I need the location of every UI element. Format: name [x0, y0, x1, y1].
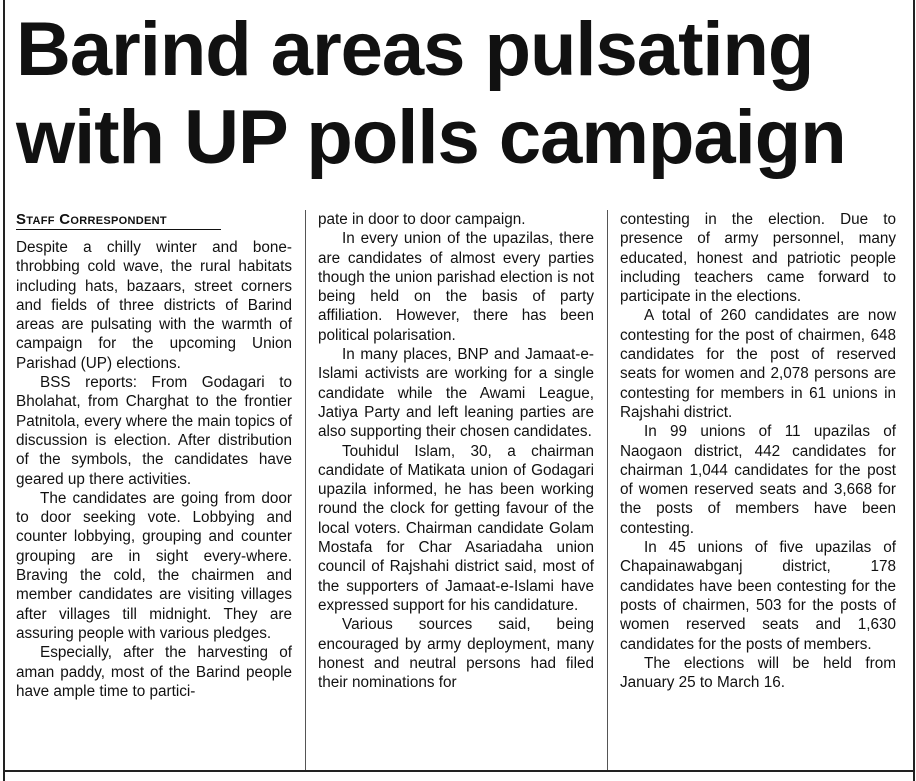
article-column-2 [318, 210, 594, 692]
article-column-3 [620, 210, 896, 692]
right-border-rule [913, 0, 915, 781]
paragraph: Touhidul Islam, 30, a chairman candidate of Matikata union of Godagari upazila informed, he has been working round the clock for getting favour of the local voters. Chairman candidate Golam Mostafa for Char Asariadaha union council of Rajshahi district said, most of the supporters of Jamaat-e-Islami have expressed support for his candidature. [318, 442, 594, 614]
paragraph: In many places, BNP and Jamaat-e-Islami activists are working for a single candidate while the Awami League, Jatiya Party and left leaning parties are also supporting their chosen candidates. [318, 346, 594, 441]
column-divider [607, 210, 608, 770]
paragraph: In 99 unions of 11 upazilas of Naogaon district, 442 candidates for chairman 1,044 candidates for the post of women reserved seats and 3,668 for the posts of members have been contesting. [620, 423, 896, 537]
paragraph: Various sources said, being encouraged by army deployment, many honest and neutral persons had filed their nominations for [318, 616, 594, 692]
paragraph: contesting in the election. Due to presence of army personnel, many educated, honest and patriotic people including teachers came forward to participate in the elections. [620, 211, 896, 306]
paragraph: In every union of the upazilas, there are candidates of almost every parties though the union parishad election is not being held on the basis of party affiliation. However, there has been political polarisation. [318, 230, 594, 344]
headline-line-1: Barind areas pulsating [16, 7, 814, 92]
article-column-1 [16, 210, 292, 701]
column-divider [305, 210, 306, 770]
paragraph: In 45 unions of five upazilas of Chapainawabganj district, 178 candidates have been contesting for the posts of chairmen, 503 for the posts of women reserved seats and 1,630 candidates for the posts of members. [620, 539, 896, 653]
paragraph: Despite a chilly winter and bone-throbbing cold wave, the rural habitats including hats, bazaars, street corners and fields of three districts of Barind areas are pulsating with the warmth of campaign for the upcoming Union Parishad (UP) elections. [16, 239, 292, 372]
paragraph: BSS reports: From Godagari to Bholahat, from Charghat to the frontier Patnitola, every where the main topics of discussion is election. After distribution of the symbols, the candidates have geared up there activities. [16, 374, 292, 488]
paragraph: pate in door to door campaign. [318, 211, 526, 228]
byline: Staff Correspondent [16, 211, 221, 230]
paragraph: The elections will be held from January 25 to March 16. [620, 654, 896, 692]
paragraph: Especially, after the harvesting of aman paddy, most of the Barind people have ample time to partici- [16, 644, 292, 700]
left-border-rule [3, 0, 5, 781]
bottom-border-rule [3, 770, 915, 772]
headline-line-2: with UP polls campaign [16, 95, 846, 180]
article-headline [16, 6, 908, 182]
paragraph: A total of 260 candidates are now contesting for the post of chairmen, 648 candidates for the post of reserved seats for women and 2,078 persons are contesting for members in 61 unions in Rajshahi district. [620, 307, 896, 421]
paragraph: The candidates are going from door to door seeking vote. Lobbying and counter lobbying, grouping and counter grouping are in sight every-where. Braving the cold, the chairmen and member candidates are visiting villages after villages till midnight. They are assuring people with various pledges. [16, 489, 292, 642]
